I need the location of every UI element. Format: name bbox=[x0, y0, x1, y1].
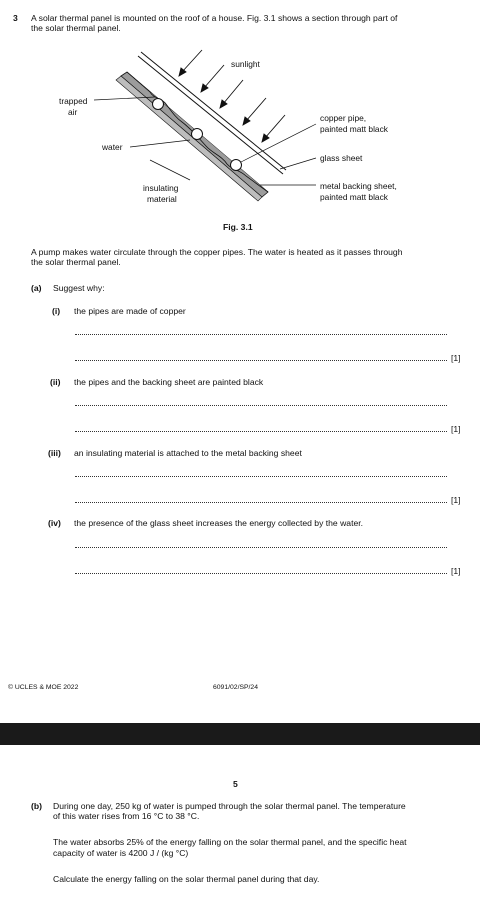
label-water: water bbox=[102, 142, 123, 152]
subpart-iv-label: (iv) bbox=[48, 518, 61, 528]
answer-line[interactable] bbox=[75, 476, 447, 477]
label-insulating-2: material bbox=[147, 194, 177, 204]
figure-caption: Fig. 3.1 bbox=[223, 222, 253, 232]
figure-3-1-diagram bbox=[0, 40, 480, 220]
question-intro-line-2: the solar thermal panel. bbox=[31, 23, 121, 33]
subpart-iii-label: (iii) bbox=[48, 448, 61, 458]
leader-water bbox=[130, 140, 190, 147]
leader-glass-sheet bbox=[280, 158, 316, 169]
subpart-i-text: the pipes are made of copper bbox=[74, 306, 186, 316]
answer-line[interactable] bbox=[75, 334, 447, 335]
part-b-line-2: of this water rises from 16 °C to 38 °C. bbox=[53, 811, 200, 821]
part-b-label: (b) bbox=[31, 801, 42, 811]
copper-pipe-2 bbox=[192, 129, 203, 140]
part-a-text: Suggest why: bbox=[53, 283, 105, 293]
part-b-line-5: Calculate the energy falling on the solar thermal panel during that day. bbox=[53, 874, 320, 884]
pump-text-line-2: the solar thermal panel. bbox=[31, 257, 121, 267]
pump-text-line-1: A pump makes water circulate through the copper pipes. The water is heated as it passes through bbox=[31, 247, 403, 257]
label-copper-pipe-1: copper pipe, bbox=[320, 113, 367, 123]
subpart-ii-text: the pipes and the backing sheet are painted black bbox=[74, 377, 264, 387]
answer-line[interactable] bbox=[75, 431, 447, 432]
label-insulating-1: insulating bbox=[143, 183, 179, 193]
leader-insulating bbox=[150, 160, 190, 180]
label-metal-sheet-1: metal backing sheet, bbox=[320, 181, 397, 191]
part-b-line-3: The water absorbs 25% of the energy falling on the solar thermal panel, and the specific heat bbox=[53, 837, 407, 847]
copper-pipe-1 bbox=[153, 99, 164, 110]
mark-allocation: [1] bbox=[451, 495, 461, 505]
label-copper-pipe-2: painted matt black bbox=[320, 124, 388, 134]
part-b-line-1: During one day, 250 kg of water is pumped through the solar thermal panel. The temperature bbox=[53, 801, 406, 811]
subpart-ii-label: (ii) bbox=[50, 377, 61, 387]
answer-line[interactable] bbox=[75, 573, 447, 574]
label-trapped-air-1: trapped bbox=[59, 96, 88, 106]
page-number: 5 bbox=[233, 779, 238, 789]
page-break-band bbox=[0, 723, 480, 745]
mark-allocation: [1] bbox=[451, 424, 461, 434]
footer-copyright: © UCLES & MOE 2022 bbox=[8, 684, 79, 691]
question-intro-line-1: A solar thermal panel is mounted on the roof of a house. Fig. 3.1 shows a section through part of bbox=[31, 13, 398, 23]
part-a-label: (a) bbox=[31, 283, 42, 293]
label-trapped-air-2: air bbox=[68, 107, 78, 117]
copper-pipe-3 bbox=[231, 160, 242, 171]
subpart-i-label: (i) bbox=[52, 306, 61, 316]
label-sunlight: sunlight bbox=[231, 59, 260, 69]
part-b-line-4: capacity of water is 4200 J / (kg °C) bbox=[53, 848, 189, 858]
footer-paper-code: 6091/02/SP/24 bbox=[213, 684, 258, 691]
label-metal-sheet-2: painted matt black bbox=[320, 192, 388, 202]
answer-line[interactable] bbox=[75, 502, 447, 503]
subpart-iv-text: the presence of the glass sheet increases the energy collected by the water. bbox=[74, 518, 364, 528]
answer-line[interactable] bbox=[75, 405, 447, 406]
mark-allocation: [1] bbox=[451, 566, 461, 576]
answer-line[interactable] bbox=[75, 547, 447, 548]
answer-line[interactable] bbox=[75, 360, 447, 361]
question-number: 3 bbox=[13, 13, 18, 23]
mark-allocation: [1] bbox=[451, 353, 461, 363]
subpart-iii-text: an insulating material is attached to the metal backing sheet bbox=[74, 448, 302, 458]
label-glass-sheet: glass sheet bbox=[320, 153, 363, 163]
